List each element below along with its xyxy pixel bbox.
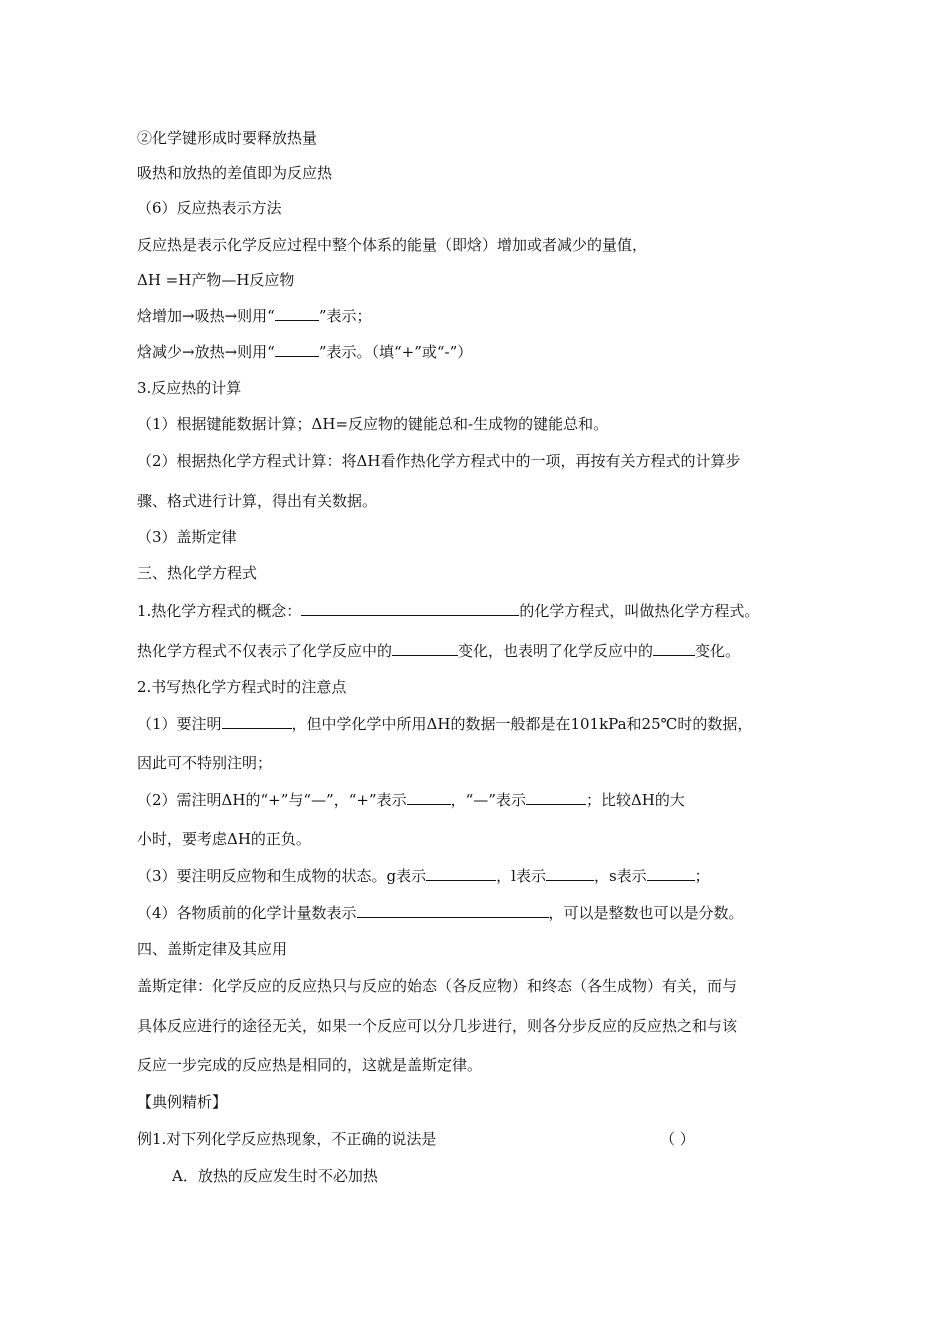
question-line: 例1.对下列化学反应热现象，不正确的说法是 （ ） [137, 1130, 695, 1148]
section-heading: （6）反应热表示方法 [137, 199, 282, 217]
formula-line: ΔH =H产物—H反应物 [137, 271, 295, 289]
text-line: 反应一步完成的反应热是相同的，这就是盖斯定律。 [137, 1056, 483, 1074]
answer-blank[interactable] [222, 714, 292, 729]
option-a: A．放热的反应发生时不必加热 [172, 1167, 378, 1185]
fill-blank-line: （3）要注明反应物和生成物的状态。g表示 ，l表示 ，s表示 ； [137, 867, 710, 885]
fill-blank-line: （4）各物质前的化学计量数表示 ，可以是整数也可以是分数。 [137, 904, 744, 922]
answer-blank[interactable] [301, 601, 519, 616]
fill-blank-line: 1.热化学方程式的概念： 的化学方程式，叫做热化学方程式。 [137, 602, 760, 620]
answer-blank[interactable] [357, 903, 549, 918]
text-line: 具体反应进行的途径无关，如果一个反应可以分几步进行，则各分步反应的反应热之和与该 [137, 1017, 738, 1035]
section-heading: 3.反应热的计算 [137, 379, 242, 397]
answer-blank[interactable] [392, 641, 458, 656]
text-line: 小时，要考虑ΔH的正负。 [137, 830, 311, 848]
answer-blank[interactable] [526, 790, 586, 805]
fill-blank-line: （2）需注明ΔH的“+”与“—”，“+”表示 ，“—”表示 ；比较ΔH的大 [137, 791, 685, 809]
text-line: 吸热和放热的差值即为反应热 [137, 164, 333, 182]
fill-blank-line: 焓增加→吸热→则用“ ”表示； [137, 307, 372, 325]
text-line: ②化学键形成时要释放热量 [137, 129, 318, 147]
section-heading: 四、盖斯定律及其应用 [137, 940, 288, 958]
answer-blank[interactable] [426, 866, 496, 881]
section-heading: 【典例精析】 [137, 1093, 228, 1111]
text-line: 骤、格式进行计算，得出有关数据。 [137, 492, 378, 510]
answer-blank[interactable] [275, 306, 319, 321]
text-line: （1）根据键能数据计算；ΔH=反应物的键能总和-生成物的键能总和。 [137, 415, 609, 433]
fill-blank-line: 焓减少→放热→则用“ ”表示。（填“+”或“-”） [137, 343, 473, 361]
answer-blank[interactable] [653, 641, 695, 656]
section-heading: 三、热化学方程式 [137, 564, 258, 582]
answer-blank[interactable] [546, 866, 594, 881]
text-line: 反应热是表示化学反应过程中整个体系的能量（即焓）增加或者减少的量值， [137, 236, 648, 254]
text-line: （2）根据热化学方程式计算：将ΔH看作热化学方程式中的一项，再按有关方程式的计算步 [137, 452, 741, 470]
section-heading: 2.书写热化学方程式时的注意点 [137, 678, 347, 696]
answer-blank[interactable] [647, 866, 695, 881]
fill-blank-line: （1）要注明 ，但中学化学中所用ΔH的数据一般都是在101kPa和25℃时的数据， [137, 715, 753, 733]
fill-blank-line: 热化学方程式不仅表示了化学反应中的 变化，也表明了化学反应中的 变化。 [137, 642, 741, 660]
answer-bracket[interactable]: （ ） [660, 1130, 695, 1148]
text-line: 因此可不特别注明； [137, 754, 273, 772]
text-line: 盖斯定律：化学反应的反应热只与反应的始态（各反应物）和终态（各生成物）有关，而与 [137, 977, 738, 995]
answer-blank[interactable] [407, 790, 451, 805]
text-line: （3）盖斯定律 [137, 528, 237, 546]
answer-blank[interactable] [275, 342, 319, 357]
